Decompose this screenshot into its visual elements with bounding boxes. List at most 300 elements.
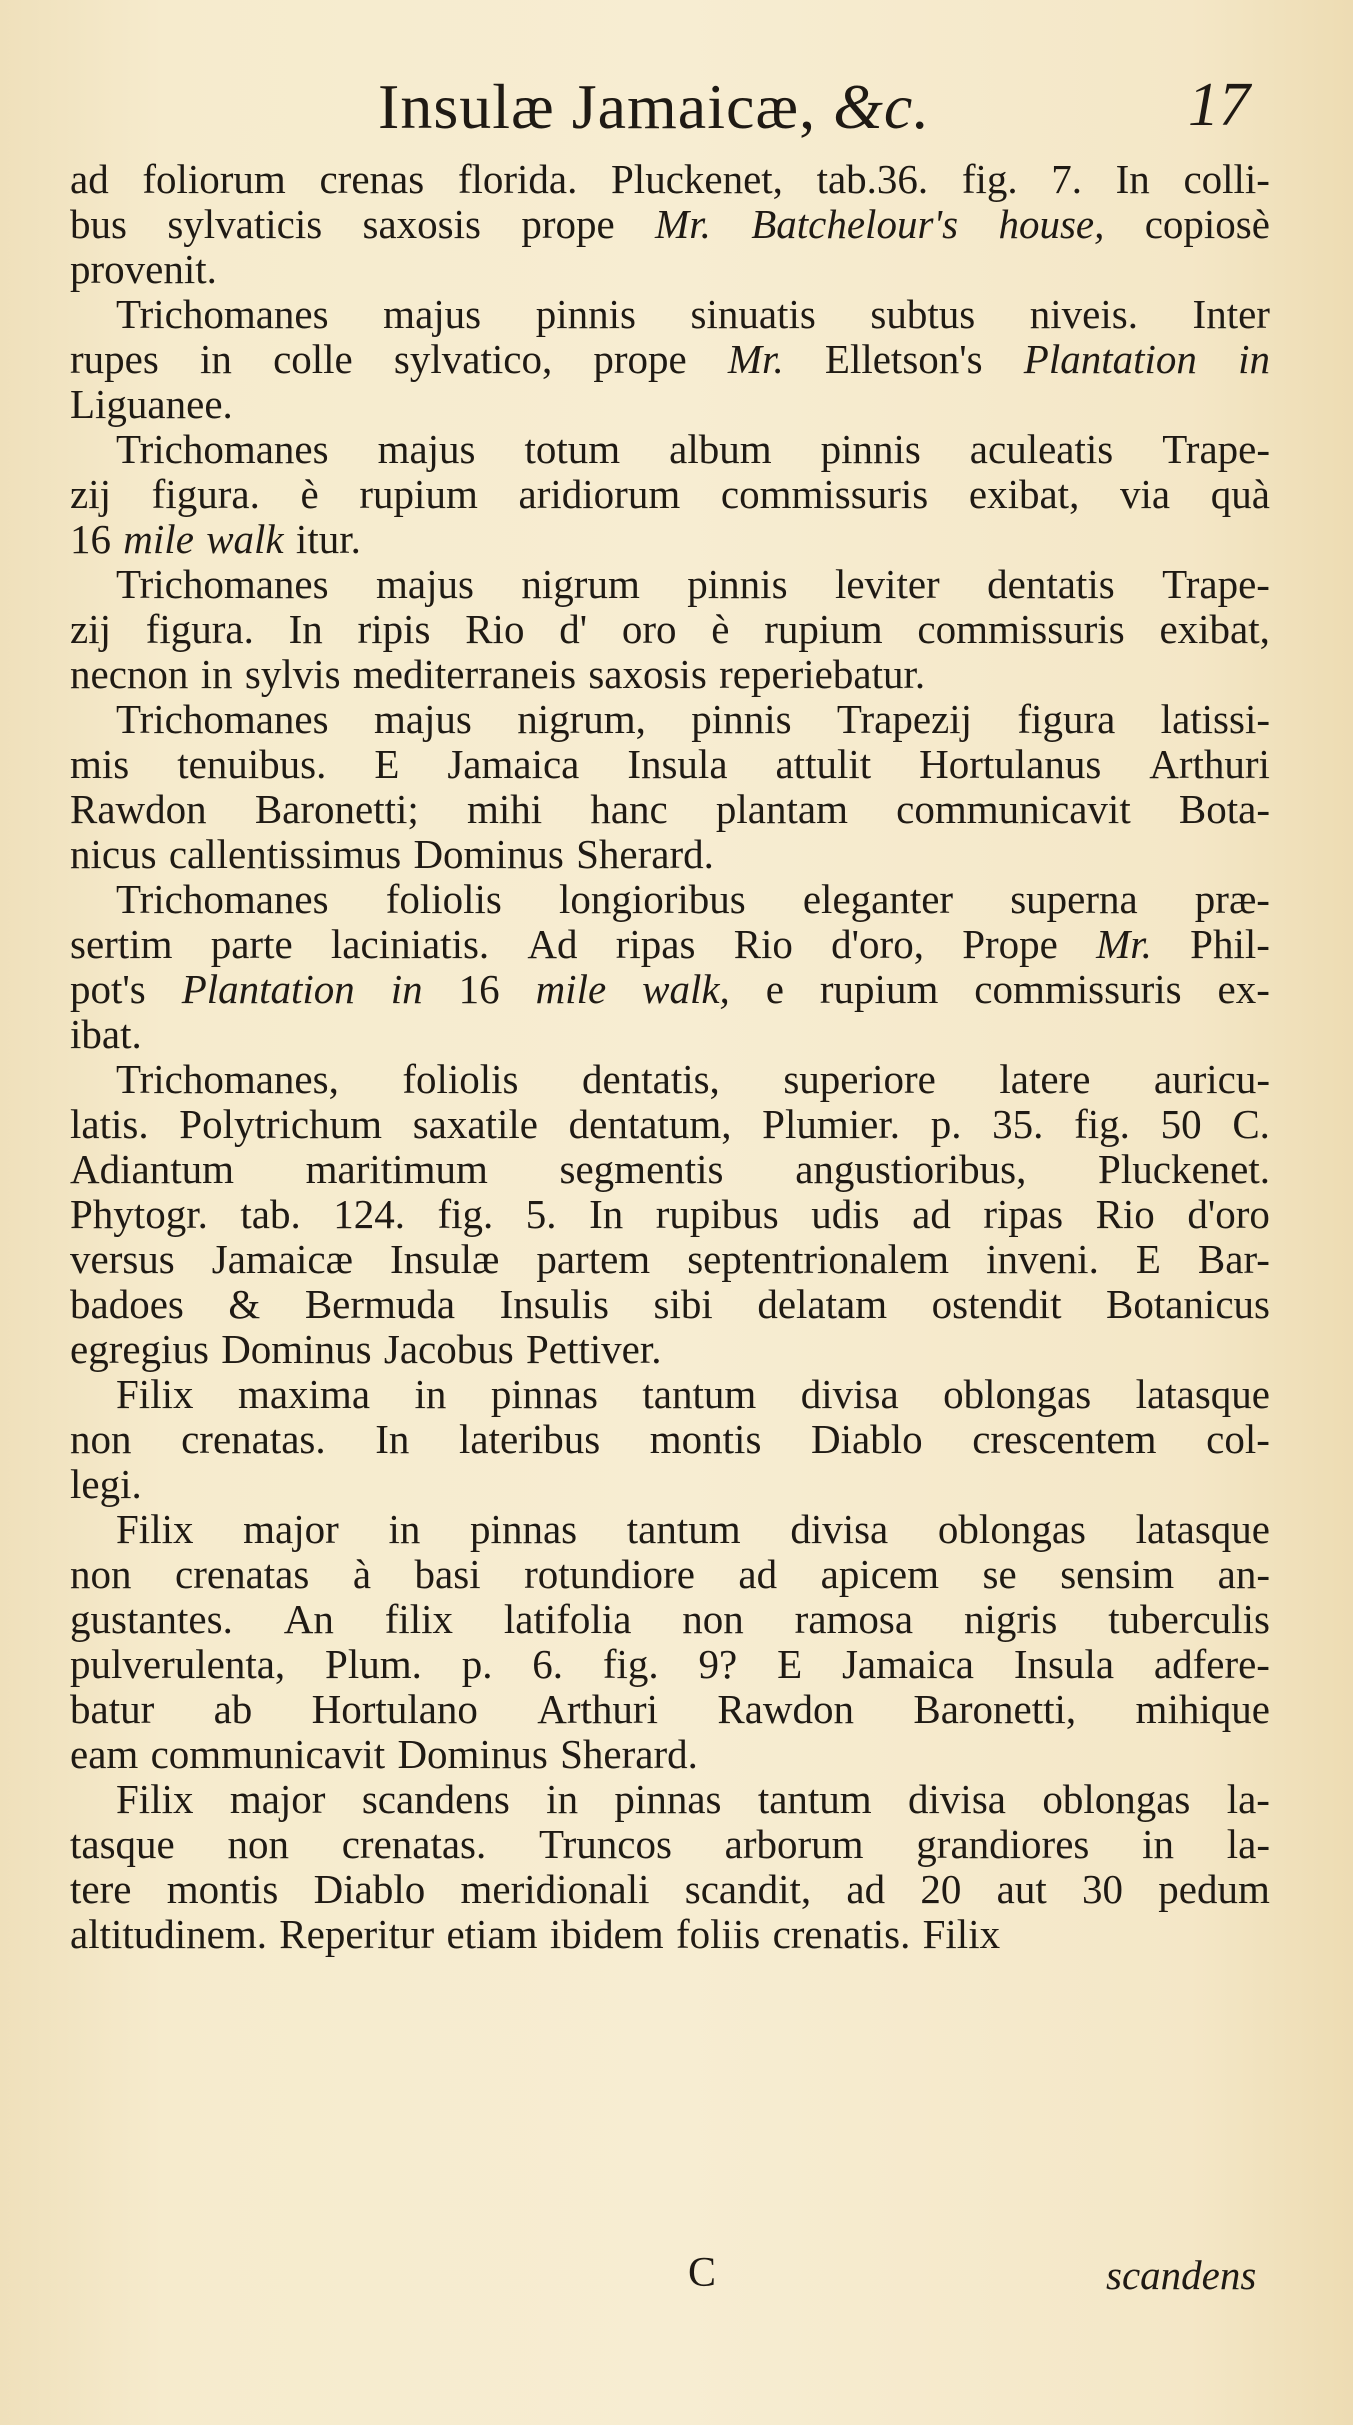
word: in [390, 966, 423, 1012]
word: non [682, 1596, 744, 1642]
word: montis [166, 1866, 279, 1912]
word: fig. [961, 156, 1018, 202]
word: gustantes. [70, 1596, 233, 1642]
word: grandiores [916, 1821, 1090, 1867]
word: maxima [237, 1371, 371, 1417]
word: tab. [240, 1191, 301, 1237]
word: saxatile [412, 1101, 538, 1147]
word: copiosè [1144, 201, 1270, 247]
word: Bar- [1197, 1236, 1270, 1282]
word: Trape- [1162, 561, 1270, 607]
word: ripis [357, 606, 431, 652]
word: d' [559, 606, 588, 652]
word: saxosis [362, 201, 481, 247]
word: mile [535, 966, 607, 1012]
text-line [70, 1237, 1270, 1282]
word: pulverulenta, [70, 1641, 286, 1687]
word: Dominus [221, 1326, 372, 1372]
word: Trichomanes [116, 561, 329, 607]
word: aut [996, 1866, 1047, 1912]
word: p. [930, 1101, 962, 1147]
text-line [70, 742, 1270, 787]
word: Mr. [727, 336, 784, 382]
word: sinuatis [690, 291, 816, 337]
word: album [669, 426, 772, 472]
word: in [200, 651, 233, 697]
word: majus [373, 696, 472, 742]
running-title [378, 70, 930, 144]
word: Polytrichum [179, 1101, 382, 1147]
word: la- [1226, 1821, 1270, 1867]
word: pinnas [490, 1371, 598, 1417]
word: non [70, 1551, 132, 1597]
text-line [70, 607, 1270, 652]
word: divisa [800, 1371, 899, 1417]
word: Sherard. [560, 1731, 698, 1777]
word: Rio [733, 921, 793, 967]
word: majus [383, 291, 482, 337]
word: An [283, 1596, 334, 1642]
word: latasque [1135, 1506, 1270, 1552]
word: crenatas. [181, 1416, 326, 1462]
word: pinnis [535, 291, 636, 337]
word: Hortulanus [919, 741, 1102, 787]
word: basi [414, 1551, 481, 1597]
word: figura. [151, 471, 260, 517]
word: parte [210, 921, 293, 967]
word: rupium [819, 966, 939, 1012]
word: 6. [532, 1641, 564, 1687]
word: in [199, 336, 232, 382]
word: ramosa [794, 1596, 914, 1642]
text-line [70, 1147, 1270, 1192]
word: sylvis [244, 651, 341, 697]
word: maritimum [305, 1146, 488, 1192]
word: commissuris [917, 606, 1125, 652]
word: pedum [1158, 1866, 1270, 1912]
word: plantam [715, 786, 848, 832]
word: sylvaticis [167, 201, 323, 247]
word: pinnas [470, 1506, 578, 1552]
word: Arthuri [1149, 741, 1270, 787]
word: ad [912, 1191, 951, 1237]
word: foliorum [142, 156, 286, 202]
text-line [70, 247, 1270, 292]
word: Reperitur [279, 1911, 435, 1957]
word: divisa [790, 1506, 889, 1552]
word: Rawdon [717, 1686, 854, 1732]
word: Liguanee. [70, 381, 233, 427]
word: dentatis, [582, 1056, 720, 1102]
word: dentatum, [568, 1101, 732, 1147]
word: mis [70, 741, 130, 787]
word: in [1142, 1821, 1174, 1867]
word: Arthuri [537, 1686, 658, 1732]
word: 16 [70, 516, 111, 562]
word: tantum [757, 1776, 872, 1822]
word: fig. [602, 1641, 659, 1687]
word: Ad [527, 921, 578, 967]
word: fig. [1074, 1101, 1130, 1147]
word: colli- [1183, 156, 1270, 202]
word: eleganter [802, 876, 954, 922]
word: Hortulano [311, 1686, 478, 1732]
word: an- [1217, 1551, 1270, 1597]
text-line [70, 1777, 1270, 1822]
word: partem [536, 1236, 651, 1282]
text-line [70, 1417, 1270, 1462]
word: Elletson's [824, 336, 983, 382]
word: pinnis [820, 426, 921, 472]
word: crescentem [972, 1416, 1157, 1462]
text-line [70, 652, 1270, 697]
word: d'oro, [831, 921, 924, 967]
word: walk [206, 516, 284, 562]
word: fig. [437, 1191, 494, 1237]
word: communicavit [150, 1731, 386, 1777]
word: Phil- [1190, 921, 1270, 967]
word: Rio [1095, 1191, 1155, 1237]
text-line [70, 877, 1270, 922]
word: Plantation [1023, 336, 1197, 382]
text-line [70, 1282, 1270, 1327]
word: auricu- [1153, 1056, 1270, 1102]
word: scandens [361, 1776, 510, 1822]
word: oblongas [1042, 1776, 1191, 1822]
word: sensim [1060, 1551, 1175, 1597]
word: 7. [1051, 156, 1082, 202]
text-line [70, 1597, 1270, 1642]
word: attulit [775, 741, 872, 787]
word: florida. [457, 156, 578, 202]
word: in [546, 1776, 579, 1822]
text-line [70, 1822, 1270, 1867]
word: latasque [1135, 1371, 1270, 1417]
word: Jacobus [383, 1326, 514, 1372]
word: mihi [466, 786, 543, 832]
word: tantum [642, 1371, 757, 1417]
word: lateribus [458, 1416, 601, 1462]
word: inveni. [986, 1236, 1099, 1282]
word: sertim [70, 921, 173, 967]
text-line [70, 1507, 1270, 1552]
word: filix [384, 1596, 454, 1642]
word: non [70, 1416, 132, 1462]
text-line [70, 697, 1270, 742]
word: in [1238, 336, 1270, 382]
word: ripas [983, 1191, 1064, 1237]
word: Botanicus [1106, 1281, 1270, 1327]
word: Truncos [539, 1821, 672, 1867]
word: foliolis [385, 876, 502, 922]
word: udis [811, 1191, 880, 1237]
word: crenatas. [341, 1821, 487, 1867]
word: la- [1226, 1776, 1270, 1822]
text-line [70, 337, 1270, 382]
word: Bermuda [304, 1281, 456, 1327]
word: altitudinem. [70, 1911, 267, 1957]
word: mediterraneis [352, 651, 577, 697]
word: mihique [1135, 1686, 1270, 1732]
word: 5. [525, 1191, 557, 1237]
word: Plum. [325, 1641, 422, 1687]
word: Pluckenet. [1098, 1146, 1270, 1192]
text-line [70, 832, 1270, 877]
word: Diablo [811, 1416, 923, 1462]
text-line [70, 562, 1270, 607]
word: Inter [1192, 291, 1270, 337]
word: tab.36. [816, 156, 929, 202]
word: e [765, 966, 784, 1012]
word: se [982, 1551, 1017, 1597]
running-title-etc: &c. [833, 71, 931, 142]
word: latifolia [503, 1596, 632, 1642]
word: etiam [446, 1911, 538, 1957]
word: in [388, 1506, 421, 1552]
word: è [300, 471, 319, 517]
word: 9? [698, 1641, 738, 1687]
word: ad [846, 1866, 886, 1912]
word: oblongas [937, 1506, 1086, 1552]
word: ad [738, 1551, 778, 1597]
word: colle [273, 336, 353, 382]
word: In [589, 1191, 624, 1237]
word: ex- [1217, 966, 1270, 1012]
word: necnon [70, 651, 189, 697]
page-number: 17 [1188, 71, 1250, 139]
word: leviter [834, 561, 940, 607]
word: Insula [1013, 1641, 1115, 1687]
word: superiore [783, 1056, 936, 1102]
text-line [70, 1057, 1270, 1102]
word: tantum [626, 1506, 741, 1552]
running-title-main: Insulæ Jamaicæ, [378, 71, 817, 142]
text-line [70, 1912, 1270, 1957]
word: pinnis [687, 561, 788, 607]
word: batur [70, 1686, 155, 1732]
word: Baronetti; [254, 786, 419, 832]
word: egregius [70, 1326, 209, 1372]
word: latis. [70, 1101, 149, 1147]
word: rotundiore [524, 1551, 695, 1597]
word: figura [1017, 696, 1116, 742]
word: zij [70, 606, 111, 652]
word: tasque [70, 1821, 175, 1867]
word: Phytogr. [70, 1191, 208, 1237]
word: Plumier. [762, 1101, 900, 1147]
word: Trichomanes [116, 291, 329, 337]
word: Dominus [397, 1731, 548, 1777]
word: Jamaica [841, 1641, 974, 1687]
word: Mr. [1096, 921, 1152, 967]
text-line [70, 427, 1270, 472]
word: Sherard. [576, 831, 714, 877]
word: exibat, [1159, 606, 1270, 652]
text-line [70, 1687, 1270, 1732]
word: Trichomanes [116, 876, 329, 922]
word: crenatas [175, 1551, 310, 1597]
word: foliis [675, 1911, 761, 1957]
word: nigrum [521, 561, 640, 607]
word: superna [1010, 876, 1138, 922]
text-line [70, 1867, 1270, 1912]
word: septentrionalem [687, 1236, 950, 1282]
word: Trape- [1162, 426, 1270, 472]
word: Insula [627, 741, 728, 787]
word: 20 [920, 1866, 962, 1912]
word: Trichomanes [116, 426, 329, 472]
word: Bota- [1178, 786, 1270, 832]
text-line [70, 157, 1270, 202]
word: laciniatis. [330, 921, 490, 967]
word: 16 [458, 966, 500, 1012]
word: versus [70, 1236, 175, 1282]
word: ad [70, 156, 109, 202]
word: major [229, 1776, 326, 1822]
word: Mr. [655, 201, 711, 247]
word: latissi- [1160, 696, 1270, 742]
word: walk, [642, 966, 730, 1012]
text-line [70, 202, 1270, 247]
word: Baronetti, [913, 1686, 1077, 1732]
text-line [70, 292, 1270, 337]
word: nigris [963, 1596, 1058, 1642]
word: In [375, 1416, 410, 1462]
word: divisa [908, 1776, 1006, 1822]
word: E [1135, 1236, 1161, 1282]
word: meridionali [460, 1866, 650, 1912]
word: crenas [319, 156, 425, 202]
word: segmentis [559, 1146, 724, 1192]
word: In [288, 606, 323, 652]
word: scandit, [684, 1866, 812, 1912]
word: tere [70, 1866, 132, 1912]
word: ab [213, 1686, 253, 1732]
word: figura. [145, 606, 254, 652]
text-line [70, 922, 1270, 967]
word: bus [70, 201, 127, 247]
word: rupibus [655, 1191, 779, 1237]
word: subtus [870, 291, 976, 337]
word: præ- [1194, 876, 1270, 922]
body-text [70, 157, 1270, 1957]
word: rupium [359, 471, 478, 517]
word: Adiantum [70, 1146, 234, 1192]
word: rupes [70, 336, 159, 382]
word: mile [123, 516, 194, 562]
text-line [70, 1462, 1270, 1507]
word: dentatis [987, 561, 1115, 607]
text-line [70, 1372, 1270, 1417]
word: majus [377, 426, 476, 472]
word: Trichomanes [116, 696, 329, 742]
word: hanc [590, 786, 668, 832]
word: longioribus [558, 876, 746, 922]
word: Filix [922, 1911, 1001, 1957]
word: è [711, 606, 730, 652]
word: sibi [653, 1281, 713, 1327]
text-line [70, 1642, 1270, 1687]
word: rupium [764, 606, 883, 652]
word: 35. [992, 1101, 1044, 1147]
word: totum [524, 426, 621, 472]
word: Filix [116, 1371, 194, 1417]
word: major [243, 1506, 339, 1552]
word: Filix [116, 1776, 194, 1822]
word: commissuris [720, 471, 929, 517]
word: Pettiver. [525, 1326, 662, 1372]
word: montis [649, 1416, 762, 1462]
word: E [777, 1641, 803, 1687]
word: Trapezij [836, 696, 973, 742]
word: latere [999, 1056, 1091, 1102]
word: callentissimus [168, 831, 402, 877]
word: pinnas [614, 1776, 722, 1822]
word: Pluckenet, [611, 156, 783, 202]
word: reperiebatur. [719, 651, 926, 697]
word: exibat, [968, 471, 1080, 517]
word: tenuibus. [177, 741, 327, 787]
text-line [70, 517, 1270, 562]
text-line [70, 1732, 1270, 1777]
word: house, [998, 201, 1105, 247]
word: Dominus [413, 831, 564, 877]
text-line [70, 1102, 1270, 1147]
word: communicavit [896, 786, 1131, 832]
text-line [70, 1012, 1270, 1057]
word: in [414, 1371, 447, 1417]
word: Plantation [181, 966, 355, 1012]
word: eam [70, 1731, 139, 1777]
word: Rio [465, 606, 525, 652]
word: nigrum, [517, 696, 646, 742]
text-line [70, 1552, 1270, 1597]
word: 124. [333, 1191, 405, 1237]
word: 30 [1082, 1866, 1124, 1912]
word: ripas [615, 921, 696, 967]
word: pinnis [691, 696, 792, 742]
word: via [1120, 471, 1171, 517]
word: In [1115, 156, 1150, 202]
word: Filix [116, 1506, 194, 1552]
word: angustioribus, [795, 1146, 1027, 1192]
word: niveis. [1029, 291, 1138, 337]
text-line [70, 382, 1270, 427]
page-header [0, 62, 1353, 152]
word: sylvatico, [393, 336, 553, 382]
word: prope [593, 336, 687, 382]
signature-mark: C [688, 2250, 717, 2296]
word: aculeatis [969, 426, 1114, 472]
text-line [70, 1327, 1270, 1372]
word: Batchelour's [751, 201, 959, 247]
word: arborum [724, 1821, 864, 1867]
text-line [70, 787, 1270, 832]
word: Insulæ [389, 1236, 500, 1282]
word: crenatis. [772, 1911, 911, 1957]
word: foliolis [402, 1056, 519, 1102]
word: 50 [1160, 1101, 1202, 1147]
word: & [228, 1281, 261, 1327]
word: saxosis [588, 651, 707, 697]
text-line [70, 1192, 1270, 1237]
word: majus [376, 561, 474, 607]
word: Prope [962, 921, 1058, 967]
word: provenit. [70, 246, 217, 292]
word: oblongas [943, 1371, 1092, 1417]
word: aridiorum [518, 471, 681, 517]
word: à [352, 1551, 372, 1597]
